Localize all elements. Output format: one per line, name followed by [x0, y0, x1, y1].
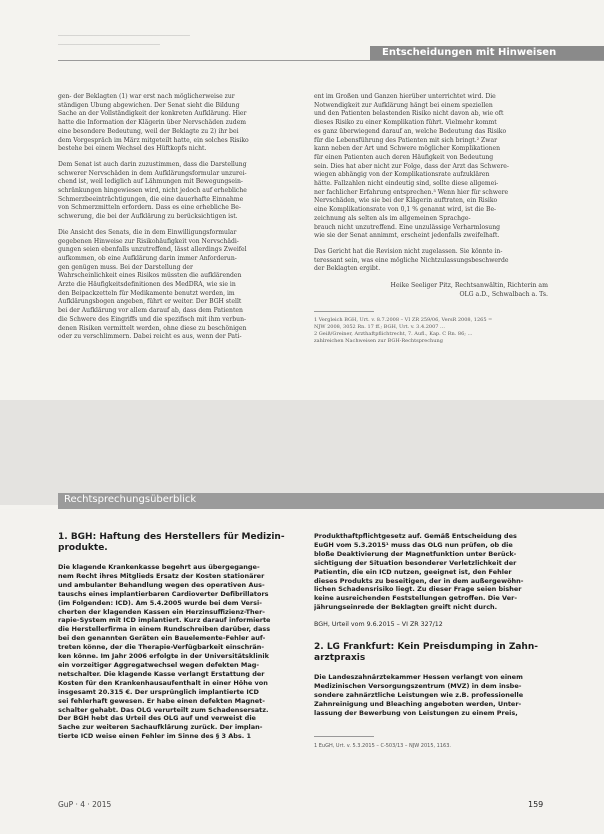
- text-line: die Herstellerfirma in einem Rundschreiben darüber, dass: [58, 625, 271, 634]
- paragraph: [314, 93, 548, 241]
- text-line: sondere zahnärztliche Leistungen wie z.B. professionelle: [314, 690, 524, 699]
- text-line: netschalter. Die klagende Kasse verlangt Erstattung der: [58, 669, 265, 678]
- text-line: tauschs eines implantierbaren Cardioverter Defibrillators: [58, 589, 269, 598]
- text-line: die Schwere des Eingriffs und die spezifisch mit ihm verbun-: [58, 315, 247, 323]
- text-line: lichen Schadensrisiko liegt. Zu dieser Frage seien bisher: [314, 585, 522, 594]
- case-citation: BGH, Urteil vom 9.6.2015 – VI ZR 327/12: [314, 621, 443, 629]
- page-number: 159: [528, 800, 544, 809]
- text-line: denen Risiken vermittelt werden, ohne diese zu beschönigen: [58, 324, 247, 332]
- upper-left-column: [58, 93, 296, 349]
- text-line: kann neben der Art und Schwere möglicher Komplikationen: [314, 145, 501, 153]
- footnote-rule: [314, 311, 374, 312]
- text-line: schalter gehabt. Das OLG verurteilt zum Schadensersatz.: [58, 705, 269, 714]
- text-line: Die klagende Krankenkasse begehrt aus übergegange-: [58, 563, 260, 571]
- text-line: für einen Patienten auch deren Häufigkeit von Bedeutung: [314, 153, 494, 161]
- footnote-line: NJW 2008, 3052 Rn. 17 ff.; BGH, Urt. v. 3.4.2007 …: [314, 324, 446, 331]
- text-line: gungen seien ebenfalls unzutreffend, lässt allerdings Zweifel: [58, 246, 247, 254]
- text-line: dieses Risiko zu einer Komplikation führt. Vielmehr kommt: [314, 119, 497, 127]
- text-line: sein. Dies hat aber nicht zur Folge, dass der Arzt das Schwere-: [314, 162, 509, 170]
- text-line: gen- der Beklagten (1) war erst nach möglicherweise zur: [58, 93, 235, 100]
- text-line: nem Recht ihres Mitglieds Ersatz der Kosten stationärer: [58, 571, 265, 580]
- text-line: und den Patienten belastenden Risiko nicht davon ab, wie oft: [314, 110, 504, 118]
- top-fragment-line: ……………………………………………: [58, 40, 160, 47]
- text-line: ner fachlicher Erfahrung entsprechen.³ Wenn hier für schwere: [314, 188, 509, 196]
- text-line: insgesamt 20.315 €. Der ursprünglich implantierte ICD: [58, 687, 259, 696]
- case-heading-line: produkte.: [58, 543, 108, 553]
- text-line: Notwendigkeit zur Aufklärung hängt bei einem speziellen: [314, 101, 493, 109]
- text-line: Aufklärungsbogen angeben, führt er weiter. Der BGH stellt: [58, 298, 242, 306]
- text-line: Ärzte die Häufigkeitsdefinitionen des MedDRA, wie sie in: [58, 281, 236, 289]
- text-line: hatte die Information der Klägerin über Nervschäden zudem: [58, 119, 247, 127]
- paragraph: [58, 229, 296, 342]
- text-line: Zahnreinigung und Bleaching angeboten werden, Unter-: [314, 699, 522, 708]
- text-line: zeichnung als selten als im allgemeinen Sprachge-: [314, 214, 471, 222]
- text-line: Patientin, die ein ICD nutzen, geeignet ist, den Fehler: [314, 567, 512, 576]
- text-line: schränkungen hingewiesen wird, nicht jedoch auf erhebliche: [58, 187, 247, 195]
- text-line: cherten der klagenden Kassen ein Herzinsuffizienz-Ther-: [58, 607, 265, 616]
- text-line: teressant sein, was eine mögliche Nichtzulassungsbeschwerde: [314, 256, 509, 264]
- case-heading: [314, 642, 550, 664]
- footnote-line: 1 Vergleich BGH, Urt. v. 8.7.2008 – VI ZR 259/06, VersR 2008, 1265 =: [314, 317, 493, 324]
- text-line: dieses Produkts zu beseitigen, der in dem außergewöhn-: [314, 576, 524, 585]
- text-line: jährungseinrede der Beklagten greift nicht durch.: [314, 603, 498, 612]
- case-heading-line: arztpraxis: [314, 653, 366, 664]
- header-rule: [58, 60, 604, 61]
- text-line: Produkthaftpflichtgesetz auf. Gemäß Entscheidung des: [314, 532, 517, 540]
- text-line: Der BGH hebt das Urteil des OLG auf und verweist die: [58, 714, 256, 723]
- text-line: hätte. Fallzahlen nicht eindeutig sind, sollte diese allgemei-: [314, 180, 499, 188]
- text-line: lassung der Bewerbung von Leistungen zu einem Preis,: [314, 708, 518, 717]
- case-heading: [58, 532, 294, 554]
- text-line: ent im Großen und Ganzen hierüber unterrichtet wird. Die: [314, 93, 496, 100]
- text-line: Sache an der Vollständigkeit der konkreten Aufklärung. Hier: [58, 110, 247, 118]
- case-continuation: [314, 532, 550, 612]
- text-line: brauch nicht unzutreffend. Eine unzulässige Verharmlosung: [314, 223, 501, 231]
- text-line: Wahrscheinlichkeit eines Risikos müssten die aufklärenden: [58, 272, 242, 280]
- case-body: [314, 673, 550, 718]
- text-line: rapie-System mit ICD implantiert. Kurz darauf informierte: [58, 616, 271, 625]
- text-line: keine ausreichenden Feststellungen getroffen. Die Ver-: [314, 594, 518, 603]
- text-line: chend ist, weil lediglich auf Lähmungen mit Bewegungsein-: [58, 178, 243, 186]
- signature-line: OLG a.D., Schwalbach a. Ts.: [459, 291, 548, 299]
- paragraph: [314, 248, 548, 274]
- text-line: Schmerzbeeinträchtigungen, die eine dauerhafte Einnahme: [58, 195, 244, 203]
- text-line: tierte ICD weise einen Fehler im Sinne des § 3 Abs. 1: [58, 732, 252, 741]
- overview-right-column: [314, 532, 550, 751]
- text-line: gegebenen Hinweise zur Risikohäufigkeit von Nervschädi-: [58, 237, 239, 245]
- top-fragment: [58, 30, 308, 48]
- text-line: aufkommen, ob eine Aufklärung darin immer Anforderun-: [58, 254, 237, 262]
- footnote-line: 1 EuGH, Urt. v. 5.3.2015 – C-503/13 – NJW 2015, 1163.: [314, 742, 451, 749]
- journal-footer: GuP · 4 · 2015: [58, 800, 112, 809]
- text-line: gen genügen muss. Bei der Darstellung der: [58, 263, 193, 271]
- text-line: und ambulanter Behandlung wegen des operativen Aus-: [58, 580, 265, 589]
- text-line: ständigen Übung abgewichen. Der Senat sieht die Bildung: [58, 101, 240, 109]
- text-line: ein vorzeitiger Aggregatwechsel wegen defekten Mag-: [58, 660, 260, 669]
- text-line: es ganz überwiegend darauf an, welche Bedeutung das Risiko: [314, 127, 507, 135]
- case-heading-line: 1. BGH: Haftung des Herstellers für Medizin-: [58, 532, 285, 542]
- text-line: Medizinischen Versorgungszentrum (MVZ) in dem insbe-: [314, 681, 522, 690]
- paragraph: [58, 161, 296, 222]
- text-line: den Beipackzetteln für Medikamente benutzt werden, im: [58, 289, 235, 297]
- text-line: treten könne, der die Therapie-Verfügbarkeit einschrän-: [58, 643, 265, 652]
- text-line: Dem Senat ist auch darin zuzustimmen, dass die Darstellung: [58, 160, 247, 168]
- paragraph: [58, 93, 296, 154]
- footnote-line: zahlreichen Nachweisen zur BGH-Rechtsprechung: [314, 338, 443, 345]
- text-line: schwerung, die bei der Aufklärung zu berücksichtigen ist.: [58, 213, 238, 221]
- text-line: bei den genannten Geräten ein Bauelemente-Fehler auf-: [58, 634, 266, 643]
- footnote-line: 2 Geiß/Greiner, Arzthaftpflichtrecht, 7. Aufl., Kap. C Rn. 86; …: [314, 331, 473, 338]
- text-line: ken könne. Im Jahr 2006 erfolgte in der Universitätsklinik: [58, 652, 269, 661]
- text-line: dem Vorgespräch im März mitgeteilt hatte, ein solches Risiko: [58, 136, 249, 144]
- overview-section-bar: Rechtsprechungsüberblick: [58, 493, 604, 509]
- text-line: bestehe bei einem Wechsel des Hüftkopfs nicht.: [58, 145, 207, 153]
- upper-right-column: [314, 93, 548, 345]
- text-line: eine Komplikationsrate von 0,1 % genannt wird, ist die Be-: [314, 206, 497, 214]
- signature-line: Heike Seeliger Pitz, Rechtsanwältin, Richterin am: [390, 282, 548, 290]
- text-line: EuGH vom 5.3.2015¹ muss das OLG nun prüfen, ob die: [314, 540, 513, 549]
- text-line: sichtigung der Situation besonderer Verletzlichkeit der: [314, 558, 517, 567]
- text-line: Kosten für den Krankenhausaufenthalt in einer Höhe von: [58, 678, 268, 687]
- text-line: Sache zur weiteren Sachaufklärung zurück. Der implan-: [58, 723, 263, 732]
- top-fragment-line: …………………………………………………………: [58, 31, 190, 38]
- text-line: Das Gericht hat die Revision nicht zugelassen. Sie könnte in-: [314, 247, 503, 255]
- case-heading-line: 2. LG Frankfurt: Kein Preisdumping in Zahn-: [314, 642, 538, 653]
- text-line: Die Ansicht des Senats, die in dem Einwilligungsformular: [58, 228, 237, 236]
- text-line: schwerer Nervschäden in dem Aufklärungsformular unzurei-: [58, 169, 247, 177]
- text-line: eine besondere Bedeutung, weil der Beklagte zu 2) ihr bei: [58, 127, 239, 135]
- section-header-bar: Entscheidungen mit Hinweisen: [370, 46, 604, 61]
- text-line: Die Landeszahnärztekammer Hessen verlangt von einem: [314, 673, 523, 682]
- text-line: bei der Aufklärung vor allem darauf ab, dass dem Patienten: [58, 307, 243, 315]
- case-body: [58, 563, 294, 741]
- text-line: oder zu verschlimmern. Dabei reicht es aus, wenn der Pati-: [58, 333, 242, 341]
- text-line: Nervschäden, wie sie bei der Klägerin auftraten, ein Risiko: [314, 197, 498, 205]
- text-line: von Schmerzmitteln erfordern. Dass es eine erhebliche Be-: [58, 204, 241, 212]
- footnote-rule: [314, 736, 374, 737]
- text-line: für die Lebensführung des Patienten mit sich bringt.² Zwar: [314, 136, 498, 144]
- gray-separator-band: [0, 400, 604, 505]
- text-line: sei fehlerhaft gewesen. Er habe einen defekten Magnet-: [58, 696, 265, 705]
- footnotes: [314, 317, 548, 345]
- text-line: bloße Deaktivierung der Magnetfunktion unter Berück-: [314, 549, 517, 558]
- text-line: wiegen abhängig von der Komplikationsrate aufzuklären: [314, 171, 490, 179]
- text-line: wie sie der Senat annimmt, erscheint jedenfalls zweifelhaft.: [314, 232, 500, 240]
- text-line: (im Folgenden: ICD). Am 5.4.2005 wurde bei dem Versi-: [58, 598, 262, 607]
- author-signature: [314, 281, 548, 299]
- overview-left-column: [58, 532, 294, 741]
- text-line: der Beklagten ergibt.: [314, 265, 381, 273]
